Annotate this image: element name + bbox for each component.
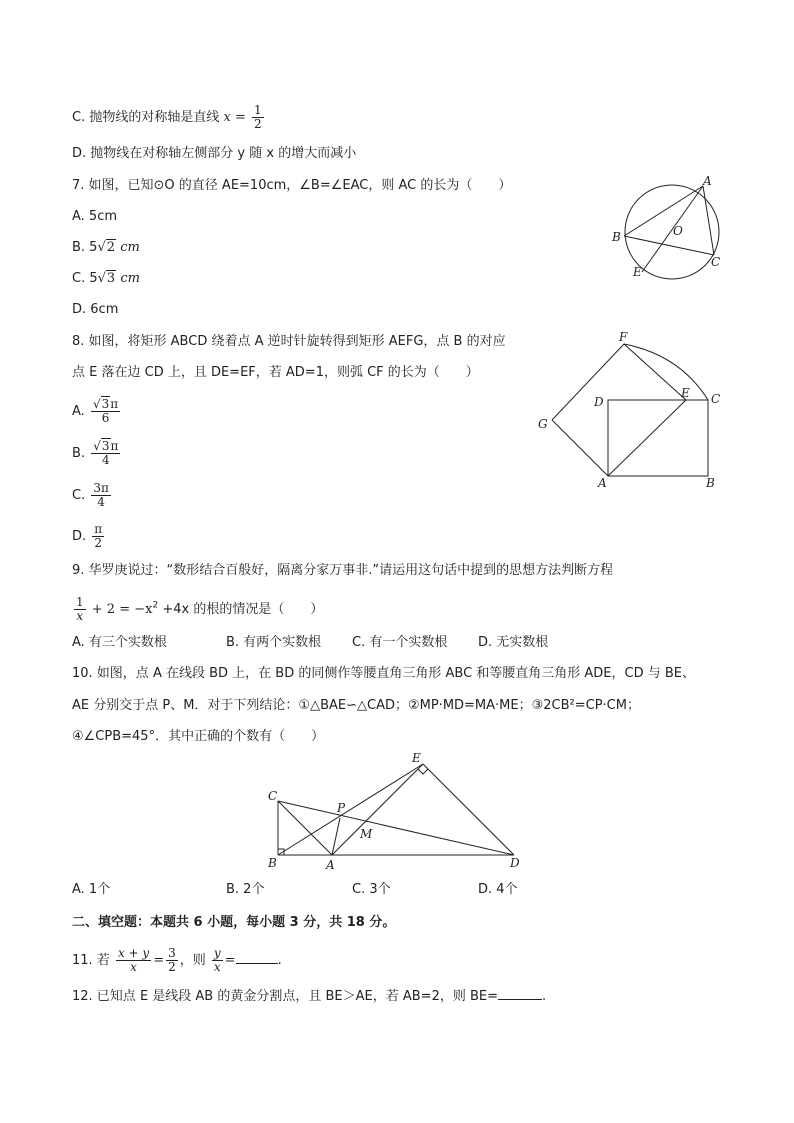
q7-option-b: B. 5√2 cm xyxy=(72,240,140,255)
segment-ga xyxy=(552,420,608,476)
q8-rectangle-figure xyxy=(530,330,730,495)
label-g: G xyxy=(538,417,548,431)
segment-af xyxy=(608,344,624,476)
segment-ab xyxy=(624,186,703,236)
label-m: M xyxy=(360,827,373,841)
segment-cd xyxy=(278,801,514,855)
label-p: P xyxy=(337,801,346,815)
label-d: D xyxy=(594,395,604,409)
arc-cf xyxy=(624,344,708,400)
label-o: O xyxy=(673,224,683,238)
segment-ac xyxy=(703,186,714,255)
label-b: B xyxy=(706,476,715,490)
segment-be xyxy=(278,764,423,855)
q9-option-b: B. 有两个实数根 xyxy=(226,635,322,650)
label-e: E xyxy=(633,265,642,279)
label-a: A xyxy=(598,476,607,490)
q8-option-a: A. $\frac{√3\pi}{6}$ xyxy=(72,397,119,425)
q7-option-a: A. 5cm xyxy=(72,209,118,224)
sqrt-symbol: √ xyxy=(97,240,106,255)
q8-option-b: B. $\frac{√3\pi}{4}$ xyxy=(72,439,119,467)
right-angle-e xyxy=(418,769,428,774)
label-f: F xyxy=(619,330,628,344)
q10-option-c: C. 3个 xyxy=(352,882,391,897)
q9-option-c: C. 有一个实数根 xyxy=(352,635,448,650)
label-b: B xyxy=(268,856,277,870)
label-b: B xyxy=(612,230,621,244)
sqrt-symbol: √ xyxy=(97,271,106,286)
label-c: C xyxy=(711,255,721,269)
label-e: E xyxy=(412,751,421,765)
label-a: A xyxy=(326,858,335,872)
segment-ed xyxy=(423,764,514,855)
segment-pa xyxy=(332,818,340,855)
q7-option-d: D. 6cm xyxy=(72,302,119,317)
q7-stem: 7. 如图，已知⊙O 的直径 AE=10cm，∠B=∠EAC，则 AC 的长为（ ） xyxy=(72,178,512,193)
label-d: D xyxy=(510,856,520,870)
segment-fg xyxy=(552,344,624,420)
label-c: C xyxy=(711,392,721,406)
q7-circle-figure xyxy=(600,170,740,285)
q6-option-c: C. 抛物线的对称轴是直线 x = $\frac{1}{2}$ xyxy=(72,103,262,131)
segment-ca xyxy=(278,801,332,855)
q8-option-c: C. $\frac{3\pi}{4}$ xyxy=(72,481,109,509)
q11-answer-blank[interactable] xyxy=(236,951,278,964)
segment-ae xyxy=(332,764,423,855)
label-c: C xyxy=(268,789,278,803)
q10-triangles-figure xyxy=(260,748,530,873)
q9-option-a: A. 有三个实数根 xyxy=(72,635,167,650)
q12-answer-blank[interactable] xyxy=(498,987,542,1000)
label-e: E xyxy=(681,386,690,400)
label-a: A xyxy=(703,174,712,188)
q10-stem-line2: AE 分别交于点 P、M．对于下列结论：①△BAE∽△CAD；②MP·MD=MA·ME；③2CB²=CP·CM； xyxy=(72,698,640,713)
segment-ae xyxy=(608,400,686,476)
q10-stem-line3: ④∠CPB=45°．其中正确的个数有（ ） xyxy=(72,729,325,744)
q10-option-d: D. 4个 xyxy=(478,882,518,897)
q6-option-d: D. 抛物线在对称轴左侧部分 y 随 x 的增大而减小 xyxy=(72,146,357,161)
q9-equation: $\frac{1}{x}$ + $2 = -x^2 +4x$ 的根的情况是（ ） xyxy=(76,595,324,623)
q10-stem-line1: 10. 如图，点 A 在线段 BD 上，在 BD 的同侧作等腰直角三角形 ABC 和等腰直角三角形 ADE，CD 与 BE、 xyxy=(72,666,696,681)
segment-bc xyxy=(624,236,714,255)
section-fill-blank-heading: 二、填空题：本题共 6 小题，每小题 3 分，共 18 分。 xyxy=(72,915,396,930)
q11-line: 11. 若 $\frac{x + y}{x}$ = $\frac{3}{2}$ ，则 $\frac{y}{x}$ = . xyxy=(72,946,282,974)
q9-option-d: D. 无实数根 xyxy=(478,635,549,650)
q10-option-a: A. 1个 xyxy=(72,882,111,897)
q8-stem-line1: 8. 如图，将矩形 ABCD 绕着点 A 逆时针旋转得到矩形 AEFG，点 B 的对应 xyxy=(72,334,506,349)
fraction-one-half: $\frac{1}{2}$ xyxy=(254,103,262,131)
q8-option-d: D. $\frac{\pi}{2}$ xyxy=(72,522,103,550)
q8-stem-line2: 点 E 落在边 CD 上，且 DE=EF，若 AD=1，则弧 CF 的长为（ ） xyxy=(72,365,479,380)
q10-option-b: B. 2个 xyxy=(226,882,265,897)
q7-option-c: C. 5√3 cm xyxy=(72,271,140,286)
rectangle-abcd xyxy=(608,400,708,476)
segment-ef xyxy=(624,344,686,400)
q12-line: 12. 已知点 E 是线段 AB 的黄金分割点，且 BE＞AE，若 AB=2，则 BE= . xyxy=(72,989,547,1004)
q9-stem-line1: 9. 华罗庚说过：“数形结合百般好，隔离分家万事非.”请运用这句话中提到的思想方法判断方程 xyxy=(72,563,614,578)
